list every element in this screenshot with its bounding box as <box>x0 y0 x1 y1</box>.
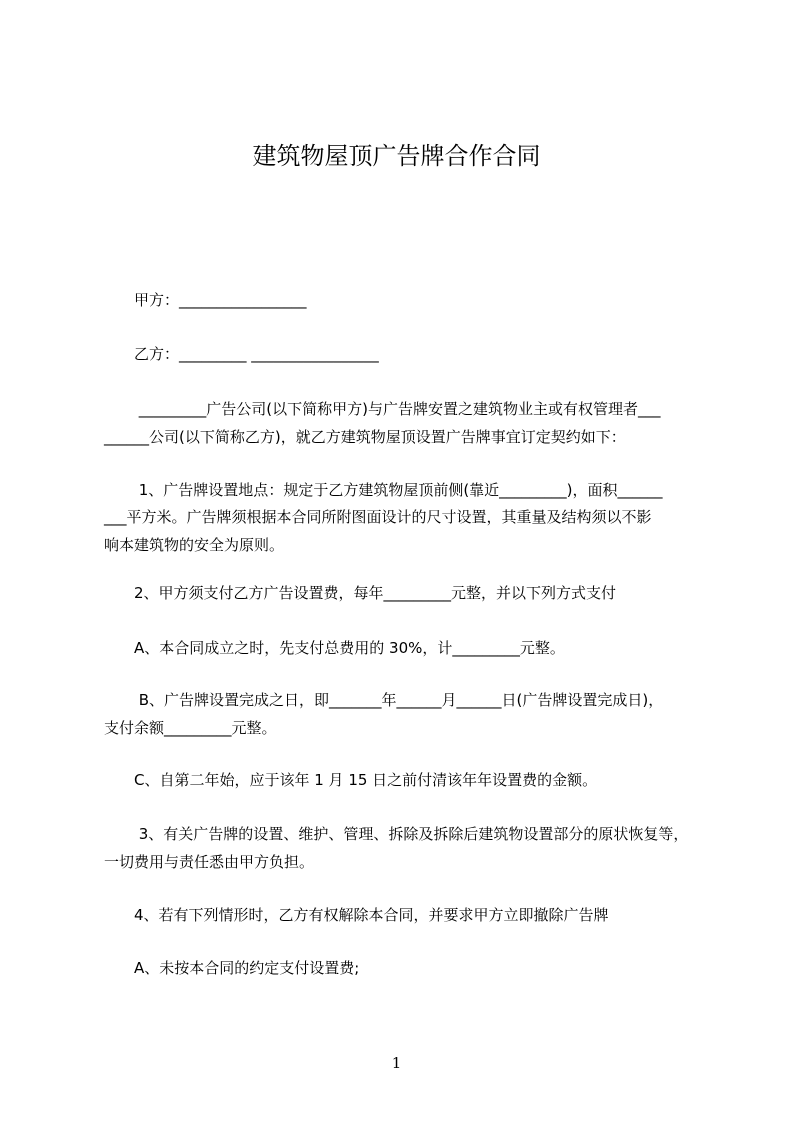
intro-line-2: ______公司(以下简称乙方)，就乙方建筑物屋顶设置广告牌事宜订定契约如下： <box>104 428 626 446</box>
clause-3-line-2: 一切费用与责任悉由甲方负担。 <box>104 853 315 871</box>
clause-3-line-1: 3、有关广告牌的设置、维护、管理、拆除及拆除后建筑物设置部分的原状恢复等， <box>104 825 689 843</box>
intro-line-1: _________广告公司(以下简称甲方)与广告牌安置之建筑物业主或有权管理者___ <box>104 400 661 418</box>
party-a-line: 甲方：_________________ <box>104 291 307 309</box>
clause-2b-line-1: B、广告牌设置完成之日，即_______年______月______日(广告牌设置完成日)， <box>104 691 664 709</box>
clause-4-line: 4、若有下列情形时，乙方有权解除本合同，并要求甲方立即撤除广告牌 <box>104 906 609 924</box>
document-title: 建筑物屋顶广告牌合作合同 <box>252 142 541 170</box>
page-number: 1 <box>391 1054 402 1072</box>
clause-4a-line: A、未按本合同的约定支付设置费; <box>104 959 360 977</box>
clause-1-line-3: 响本建筑物的安全为原则。 <box>104 536 285 554</box>
party-b-line: 乙方：_________ _________________ <box>104 345 379 363</box>
clause-2c-line: C、自第二年始，应于该年 1 月 15 日之前付清该年年设置费的金额。 <box>104 771 598 789</box>
clause-1-line-1: 1、广告牌设置地点：规定于乙方建筑物屋顶前侧(靠近_________)，面积______ <box>104 481 663 499</box>
clause-1-line-2: ___平方米。广告牌须根据本合同所附图面设计的尺寸设置，其重量及结构须以不影 <box>104 508 652 526</box>
clause-2b-line-2: 支付余额_________元整。 <box>104 719 277 737</box>
clause-2a-line: A、本合同成立之时，先支付总费用的 30%，计_________元整。 <box>104 639 565 657</box>
clause-2-line: 2、甲方须支付乙方广告设置费，每年_________元整，并以下列方式支付 <box>104 584 617 602</box>
